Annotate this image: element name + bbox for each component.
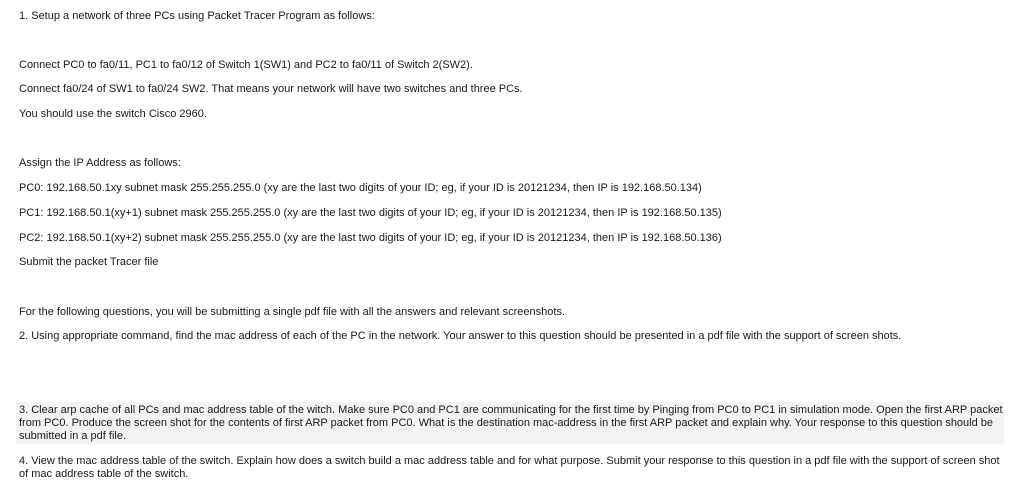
q2-text: 2. Using appropriate command, find the mac address of each of the PC in the network. Your answer to this question should be presented in a pdf file with the support of screen shots. [19,330,902,342]
q1-heading: 1. Setup a network of three PCs using Packet Tracer Program as follows: [19,10,375,22]
q4-text: 4. View the mac address table of the switch. Explain how does a switch build a mac address table and for what purpose. Submit your response to this question in a pdf file with the support of screen shot of mac address table of the switch. [19,455,1000,480]
assign-ip-heading: Assign the IP Address as follows: [19,157,181,169]
switch-model-line: You should use the switch Cisco 2960. [19,108,207,120]
submit-tracer-line: Submit the packet Tracer file [19,256,159,268]
pc2-ip-line: PC2: 192.168.50.1(xy+2) subnet mask 255.255.255.0 (xy are the last two digits of your ID; eg, if your ID is 20121234, then IP is 192.168.50.136) [19,232,722,244]
connect-switches-line: Connect fa0/24 of SW1 to fa0/24 SW2. That means your network will have two switches and three PCs. [19,83,523,95]
pc0-ip-line: PC0: 192.168.50.1xy subnet mask 255.255.255.0 (xy are the last two digits of your ID; eg, if your ID is 20121234, then IP is 192.168.50.134) [19,182,702,194]
pdf-intro-line: For the following questions, you will be submitting a single pdf file with all the answers and relevant screenshots. [19,306,566,318]
pc1-ip-line: PC1: 192.168.50.1(xy+1) subnet mask 255.255.255.0 (xy are the last two digits of your ID; eg, if your ID is 20121234, then IP is 192.168.50.135) [19,207,722,219]
connect-pcs-line: Connect PC0 to fa0/11, PC1 to fa0/12 of Switch 1(SW1) and PC2 to fa0/11 of Switch 2(SW2). [19,59,473,71]
q3-text: 3. Clear arp cache of all PCs and mac address table of the witch. Make sure PC0 and PC1 are communicating for the first time by Pinging from PC0 to PC1 in simulation mode. Open the first ARP packet from PC0. Produce the screen shot for the contents of first ARP packet from PC0. What is the destination mac-address in the first ARP packet and explain why. Your response to this question should be submitted in a pdf file. [19,404,1003,442]
